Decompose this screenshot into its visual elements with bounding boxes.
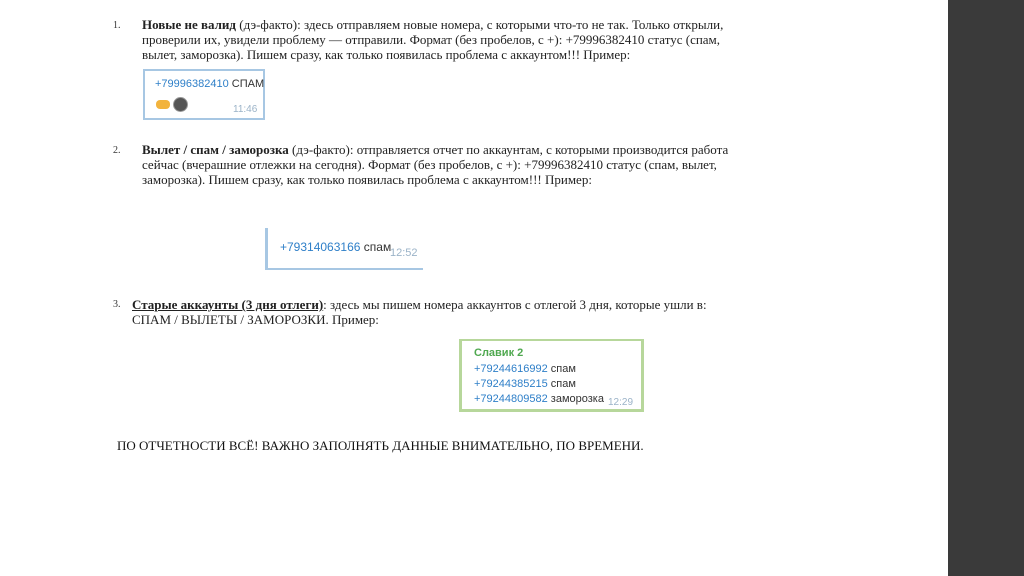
phone-number: +79314063166	[280, 240, 361, 254]
item-2-text	[142, 142, 822, 187]
item-2-title: Вылет / спам / заморозка	[142, 142, 289, 157]
item-1-line-3: вылет, заморозка). Пишем сразу, как только появилась проблема с аккаунтом!!! Пример:	[142, 47, 631, 62]
phone-number: +79244385215	[474, 378, 548, 390]
item-2-example-screenshot	[265, 228, 423, 268]
item-2-line-3: заморозка). Пишем сразу, как только появилась проблема с аккаунтом!!! Пример:	[142, 172, 592, 187]
item-2-number: 2.	[113, 145, 121, 156]
message-row	[474, 377, 604, 392]
status-word: спам	[550, 378, 576, 390]
message-time: 11:46	[233, 104, 258, 115]
phone-number: +79996382410	[155, 78, 229, 90]
handshake-icon	[156, 100, 170, 109]
item-3-line-2: СПАМ / ВЫЛЕТЫ / ЗАМОРОЗКИ. Пример:	[132, 312, 379, 327]
reactions	[156, 97, 188, 112]
item-3-line-1: : здесь мы пишем номера аккаунтов с отлегой 3 дня, которые ушли в:	[323, 297, 707, 312]
status-word: заморозка	[550, 393, 604, 405]
status-word: спам	[550, 363, 576, 375]
item-1-example-screenshot	[143, 69, 265, 120]
item-1-line-1: (дэ-факто): здесь отправляем новые номера, с которыми что-то не так. Только открыли,	[235, 17, 724, 32]
item-3-number: 3.	[113, 299, 121, 310]
avatar-icon	[173, 97, 188, 112]
phone-number: +79244616992	[474, 363, 548, 375]
item-1-line-2: проверили их, увидели проблему — отправили. Формат (без пробелов, с +): +79996382410 статус (спам,	[142, 32, 721, 47]
item-1-text	[142, 17, 822, 62]
item-2-example-message	[280, 240, 391, 254]
item-3-title: Старые аккаунты (3 дня отлеги)	[132, 297, 324, 312]
phone-number: +79244809582	[474, 393, 548, 405]
message-time: 12:52	[390, 247, 418, 259]
dark-side-panel	[948, 0, 1024, 576]
status-word: СПАМ	[231, 78, 265, 90]
message-row	[474, 392, 604, 407]
item-2-line-1: (дэ-факто): отправляется отчет по аккаунтам, с которыми производится работа	[288, 142, 729, 157]
sender-name: Славик 2	[474, 347, 524, 359]
item-3-text	[132, 297, 812, 327]
item-1-example-message	[155, 78, 264, 90]
item-3-example-screenshot	[459, 339, 644, 412]
item-3-example-messages	[474, 362, 604, 407]
message-row	[474, 362, 604, 377]
item-1-number: 1.	[113, 20, 121, 31]
footer-note: ПО ОТЧЕТНОСТИ ВСЁ! ВАЖНО ЗАПОЛНЯТЬ ДАННЫЕ ВНИМАТЕЛЬНО, ПО ВРЕМЕНИ.	[117, 438, 644, 453]
message-time: 12:29	[608, 397, 634, 408]
item-2-line-2: сейчас (вчерашние отлежки на сегодня). Формат (без пробелов, с +): +79996382410 статус (спам, вылет,	[142, 157, 717, 172]
status-word: спам	[363, 240, 392, 254]
item-1-title: Новые не валид	[142, 17, 236, 32]
